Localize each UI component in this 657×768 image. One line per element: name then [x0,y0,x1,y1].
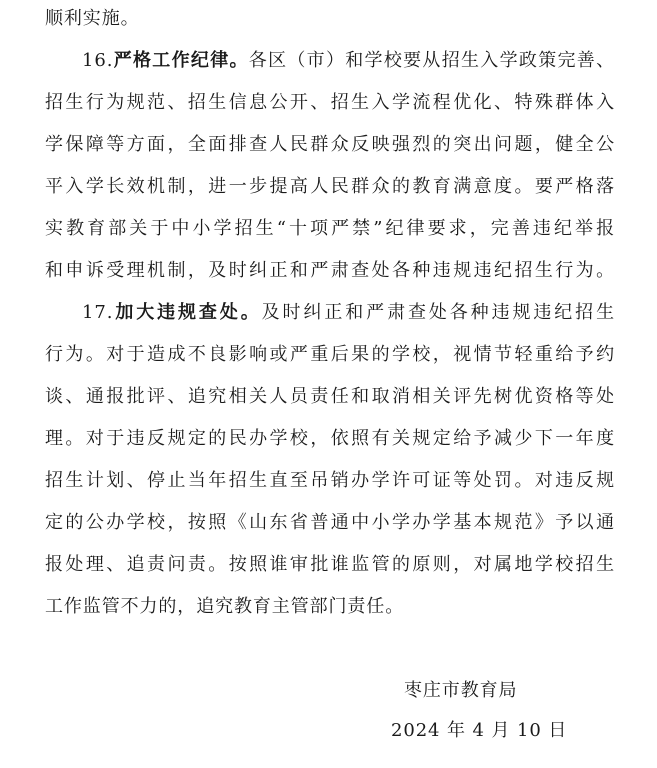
item-17-heading: 加大违规查处。 [113,302,262,323]
item-17-line-6: 定的公办学校，按照《山东省普通中小学办学基本规范》予以通 [45,512,615,533]
item-16-line-5: 实教育部关于中小学招生“十项严禁”纪律要求，完善违纪举报 [45,218,615,239]
item-17-line-2: 行为。对于造成不良影响或严重后果的学校，视情节轻重给予约 [45,344,615,365]
item-16-line-4: 平入学长效机制，进一步提高人民群众的教育满意度。要严格落 [45,176,615,197]
item-17-line-5: 招生计划、停止当年招生直至吊销办学许可证等处罚。对违反规 [45,470,615,491]
item-17-line-7: 报处理、追责问责。按照谁审批谁监管的原则，对属地学校招生 [45,554,615,575]
item-16-heading: 严格工作纪律。 [113,50,249,71]
item-16-first-line [82,50,615,72]
item-17-line-3: 谈、通报批评、追究相关人员责任和取消相关评先树优资格等处 [45,386,615,407]
item-16-line-2: 招生行为规范、招生信息公开、招生入学流程优化、特殊群体入 [45,92,615,113]
continuation-line: 顺利实施。 [45,8,140,29]
item-17-number: 17. [82,302,114,323]
item-16-line-3: 学保障等方面，全面排查人民群众反映强烈的突出问题，健全公 [45,134,615,155]
item-16-line-6: 和申诉受理机制，及时纠正和严肃查处各种违规违纪招生行为。 [45,260,615,281]
item-16-number: 16. [82,50,114,71]
issue-date: 2024 年 4 月 10 日 [391,720,568,741]
item-17-line-1-text: 及时纠正和严肃查处各种违规违纪招生 [261,302,615,323]
item-16-line-1-text: 各区（市）和学校要从招生入学政策完善、 [248,50,615,71]
item-17-line-8: 工作监管不力的，追究教育主管部门责任。 [45,596,405,617]
item-17-first-line [82,302,615,324]
item-17-line-4: 理。对于违反规定的民办学校，依照有关规定给予减少下一年度 [45,428,615,449]
issuer-name: 枣庄市教育局 [404,680,518,701]
